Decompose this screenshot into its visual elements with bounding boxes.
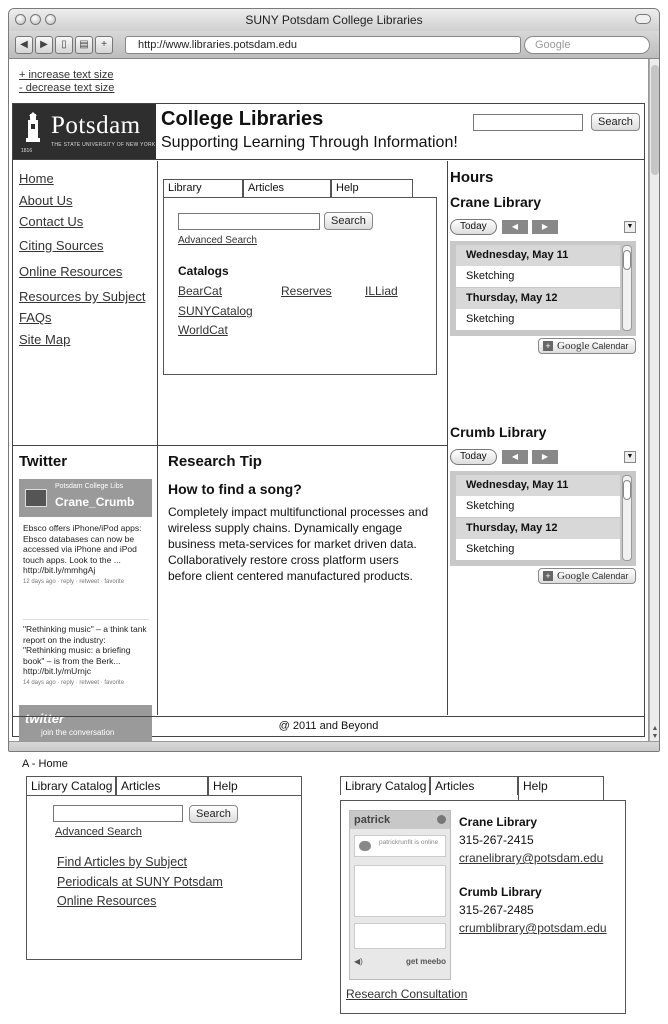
- crumb-library-heading: Crumb Library: [450, 424, 547, 440]
- catalog-link-bearcat[interactable]: BearCat: [178, 284, 223, 298]
- help-tab-panel: [340, 800, 626, 1014]
- nav-link-resources-by-subject[interactable]: Resources by Subject: [19, 289, 146, 304]
- articles-tab-panel: [26, 795, 302, 960]
- calendar-nav: [450, 449, 636, 465]
- figure-caption: A - Home: [22, 758, 68, 770]
- twitter-logo: twitter: [25, 711, 64, 726]
- text-size-controls: [19, 69, 114, 95]
- catalog-link-sunycatalog[interactable]: SUNYCatalog: [178, 304, 253, 318]
- tab-articles[interactable]: Articles: [116, 776, 208, 796]
- potsdam-logo[interactable]: [13, 104, 156, 159]
- tab-articles[interactable]: Articles: [430, 776, 518, 795]
- contact-crumb-library: [459, 883, 607, 937]
- calendar-scrollbar[interactable]: [622, 245, 632, 331]
- nav-link-citing-sources[interactable]: Citing Sources: [19, 238, 104, 253]
- tab-library-catalog[interactable]: Library: [163, 179, 243, 198]
- crumb-calendar: [450, 449, 636, 587]
- calendar-agenda: [450, 241, 636, 336]
- chat-status: patrickrunfit is online: [354, 835, 446, 857]
- window-controls: [15, 14, 56, 25]
- calendar-dropdown-icon[interactable]: ▼: [624, 221, 636, 233]
- catalog-search-input[interactable]: [178, 213, 320, 230]
- calendar-day-row: Thursday, May 12: [456, 518, 620, 539]
- contact-name: Crumb Library: [459, 885, 542, 899]
- tab-help[interactable]: Help: [208, 776, 302, 795]
- calendar-event-row[interactable]: Sketching: [456, 496, 620, 517]
- twitter-account-name: Potsdam College Libs: [55, 483, 124, 490]
- site-title: College Libraries: [161, 108, 324, 130]
- tweet-item: [23, 619, 149, 687]
- logo-tagline: THE STATE UNIVERSITY OF NEW YORK: [51, 142, 156, 148]
- sound-icon[interactable]: ◀): [354, 957, 363, 966]
- nav-link-contact-us[interactable]: Contact Us: [19, 214, 84, 229]
- find-articles-by-subject-link[interactable]: Find Articles by Subject: [57, 855, 187, 869]
- catalog-link-worldcat[interactable]: WorldCat: [178, 323, 228, 337]
- calendar-day-row: Thursday, May 12: [456, 288, 620, 309]
- research-tip-body: Completely impact multifunctional processes and wireless supply chains. Dynamically engage business meta-services for market driven data. Collaboratively restore cross platform users before client centered manufactured products.: [168, 505, 429, 583]
- periodicals-link[interactable]: Periodicals at SUNY Potsdam: [57, 875, 223, 889]
- online-resources-link[interactable]: Online Resources: [57, 894, 157, 908]
- catalogs-heading: Catalogs: [178, 264, 229, 278]
- contact-crane-library: [459, 813, 603, 867]
- catalog-tabs-widget: [163, 179, 437, 377]
- scroll-arrows-icon[interactable]: ▲ ▼: [651, 725, 659, 740]
- print-icon[interactable]: ▤: [75, 36, 93, 54]
- research-consultation-link[interactable]: Research Consultation: [346, 987, 468, 1001]
- calendar-next-button[interactable]: ▶: [532, 220, 558, 234]
- chat-status-icon: [437, 815, 446, 824]
- calendar-today-button[interactable]: Today: [450, 449, 497, 465]
- twitter-avatar: [25, 489, 47, 507]
- close-window-button[interactable]: [15, 14, 26, 25]
- increase-text-size-link[interactable]: + increase text size: [19, 69, 114, 81]
- meebo-chat-widget: [349, 810, 451, 980]
- chat-footer: [354, 957, 446, 973]
- calendar-event-row[interactable]: Sketching: [456, 266, 620, 287]
- site-layout: [12, 103, 645, 737]
- calendar-next-button[interactable]: ▶: [532, 450, 558, 464]
- tweet-text: "Rethinking music" – a think tank report on the industry: "Rethinking music: a briefing book" – is from the Berk... http://bit.ly/mUrnjc: [23, 624, 147, 676]
- add-bookmark-button[interactable]: +: [95, 36, 113, 54]
- catalog-link-illiad[interactable]: ILLiad: [365, 284, 398, 298]
- articles-search-button[interactable]: Search: [189, 805, 238, 823]
- page-icon[interactable]: ▯: [55, 36, 73, 54]
- address-bar[interactable]: http://www.libraries.potsdam.edu: [125, 36, 521, 54]
- catalog-tab-panel: [163, 197, 437, 375]
- logo-year: 1816: [21, 148, 33, 154]
- tab-articles[interactable]: Articles: [243, 179, 331, 197]
- decrease-text-size-link[interactable]: - decrease text size: [19, 82, 115, 94]
- title-bar: [9, 9, 659, 31]
- google-calendar-button[interactable]: [538, 338, 636, 354]
- catalog-search-button[interactable]: Search: [324, 212, 373, 230]
- chat-user: patrick: [354, 814, 391, 826]
- twitter-widget-header[interactable]: [19, 479, 152, 517]
- back-button[interactable]: ◀: [15, 36, 33, 54]
- minimize-window-button[interactable]: [30, 14, 41, 25]
- window-title: SUNY Potsdam College Libraries: [245, 13, 423, 27]
- page-scrollbar[interactable]: [649, 59, 660, 741]
- page-viewport: [9, 59, 649, 741]
- twitter-widget: [19, 479, 152, 749]
- crane-calendar: [450, 219, 636, 357]
- browser-search-field[interactable]: Google: [524, 36, 650, 54]
- chat-bubble-icon: [359, 841, 371, 851]
- bell-tower-icon: [23, 112, 43, 148]
- calendar-label: Calendar: [591, 341, 629, 351]
- calendar-event-row[interactable]: Sketching: [456, 539, 620, 560]
- chat-messages-area: [354, 865, 446, 917]
- twitter-handle: Crane_Crumb: [55, 495, 135, 509]
- articles-tab-mockup: [26, 776, 302, 960]
- tweet-item: [23, 523, 149, 586]
- catalog-link-reserves[interactable]: Reserves: [281, 284, 332, 298]
- tweet-meta[interactable]: 12 days ago · reply · retweet · favorite: [23, 578, 125, 585]
- nav-link-site-map[interactable]: Site Map: [19, 332, 71, 347]
- research-tip-subheading: How to find a song?: [168, 481, 302, 497]
- research-tip-section: [158, 445, 448, 715]
- nav-link-online-resources[interactable]: Online Resources: [19, 264, 123, 279]
- tweet-meta[interactable]: 14 days ago · reply · retweet · favorite: [23, 679, 125, 686]
- tab-help[interactable]: Help: [518, 776, 604, 801]
- calendar-dropdown-icon[interactable]: ▼: [624, 451, 636, 463]
- calendar-nav: [450, 219, 636, 235]
- scrollbar-thumb[interactable]: [651, 65, 659, 175]
- calendar-day-row: Wednesday, May 11: [456, 475, 620, 496]
- research-tip-heading: Research Tip: [168, 453, 262, 470]
- contact-phone: 315-267-2415: [459, 833, 534, 847]
- advanced-search-link[interactable]: Advanced Search: [55, 826, 142, 838]
- browser-toolbar: [9, 31, 659, 59]
- calendar-prev-button[interactable]: ◀: [502, 220, 528, 234]
- site-footer: @ 2011 and Beyond: [13, 716, 644, 736]
- calendar-event-row[interactable]: Sketching: [456, 309, 620, 330]
- calendar-prev-button[interactable]: ◀: [502, 450, 528, 464]
- google-calendar-button[interactable]: [538, 568, 636, 584]
- calendar-day-row: Wednesday, May 11: [456, 245, 620, 266]
- nav-link-faqs[interactable]: FAQs: [19, 310, 52, 325]
- articles-search-input[interactable]: [53, 805, 183, 822]
- google-label: Google: [557, 570, 590, 582]
- chat-header: [350, 811, 450, 829]
- get-meebo-link[interactable]: get meebo: [405, 957, 446, 966]
- toolbar-toggle-button[interactable]: [635, 14, 651, 24]
- status-bar: [9, 741, 660, 752]
- plus-icon: +: [543, 341, 553, 351]
- hours-heading: Hours: [450, 169, 494, 186]
- contact-name: Crane Library: [459, 815, 538, 829]
- twitter-heading: Twitter: [19, 453, 68, 470]
- advanced-search-link[interactable]: Advanced Search: [178, 235, 257, 246]
- tab-library-catalog[interactable]: Library Catalog: [340, 776, 430, 795]
- crane-library-heading: Crane Library: [450, 194, 542, 210]
- twitter-join-text: join the conversation: [41, 728, 115, 737]
- logo-wordmark: Potsdam: [51, 112, 141, 139]
- contact-email-link[interactable]: crumblibrary@potsdam.edu: [459, 921, 607, 935]
- tab-help[interactable]: Help: [331, 179, 413, 197]
- tweet-text: Ebsco offers iPhone/iPod apps: Ebsco databases can now be accessed via iPhone and iPod touch apps. Look to the ... http://bit.ly/mmhgAj: [23, 523, 142, 575]
- site-subtitle: Supporting Learning Through Information!: [161, 134, 458, 151]
- zoom-window-button[interactable]: [45, 14, 56, 25]
- tab-library-catalog[interactable]: Library Catalog: [26, 776, 116, 795]
- site-header: [13, 104, 644, 160]
- contact-phone: 315-267-2485: [459, 903, 534, 917]
- calendar-label: Calendar: [591, 571, 629, 581]
- plus-icon: +: [543, 571, 553, 581]
- contact-email-link[interactable]: cranelibrary@potsdam.edu: [459, 851, 604, 865]
- nav-link-about-us[interactable]: About Us: [19, 193, 73, 208]
- calendar-today-button[interactable]: Today: [450, 219, 497, 235]
- google-label: Google: [557, 340, 590, 352]
- calendar-scrollbar[interactable]: [622, 475, 632, 561]
- hours-column: [448, 161, 644, 715]
- site-search-button[interactable]: Search: [591, 113, 640, 131]
- browser-window: [8, 8, 660, 752]
- nav-link-home[interactable]: Home: [19, 171, 54, 186]
- chat-message-input[interactable]: [354, 923, 446, 949]
- site-search-input[interactable]: [473, 114, 583, 131]
- forward-button[interactable]: ▶: [35, 36, 53, 54]
- help-tab-mockup: [340, 776, 626, 1014]
- twitter-section: [13, 445, 158, 737]
- calendar-agenda: [450, 471, 636, 566]
